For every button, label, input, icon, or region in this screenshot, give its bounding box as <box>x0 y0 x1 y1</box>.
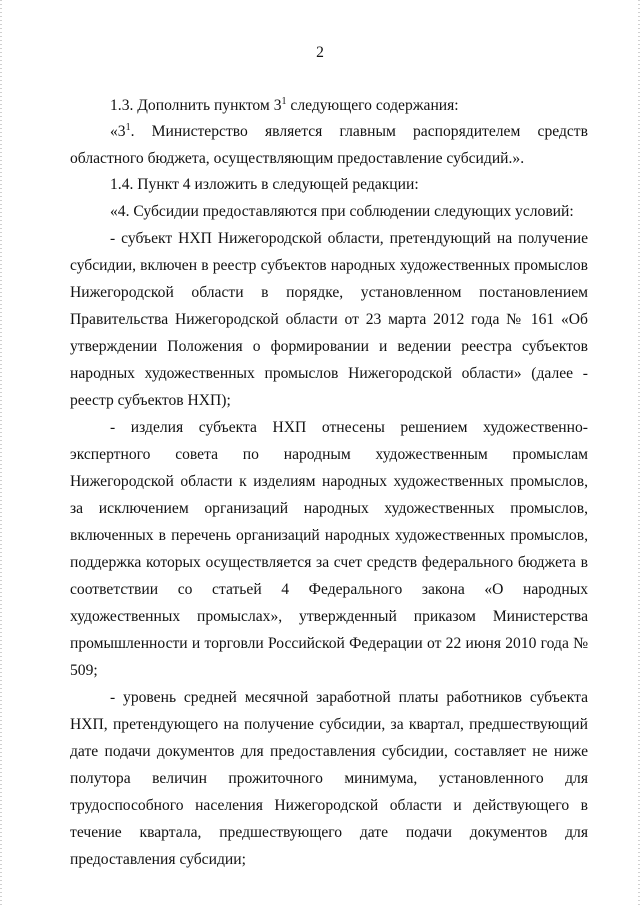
superscript-1: 1 <box>281 96 287 107</box>
condition-salary: - уровень средней месячной заработной платы работников субъекта НХП, претендующего на получение субсидии, за квартал, предшествующий дате подачи документов для предоставления субсидии, составляет не ниже полутора величин прожиточного минимума, установленного для трудоспособного населения Нижегородской области и действующего в течение квартала, предшествующего дате подачи документов для предоставления субсидии; <box>70 689 588 869</box>
paragraph-1-3 <box>70 93 588 119</box>
paragraph-item-3-1-after: . Министерство является главным распорядителем средств областного бюджета, осуществляющим предоставление субсидий.». <box>70 123 588 167</box>
condition-registry: - субъект НХП Нижегородской области, претендующий на получение субсидии, включен в реестр субъектов народных художественных промыслов Нижегородской области в порядке, установленном постановлением Правительства Нижегородской области от 23 марта 2012 года № 161 «Об утверждении Положения о формировании и ведении реестра субъектов народных художественных промыслов Нижегородской области» (далее - реестр субъектов НХП); <box>70 230 588 410</box>
paragraph-item-3-1 <box>70 119 588 172</box>
document-body <box>70 93 588 873</box>
condition-products: - изделия субъекта НХП отнесены решением художественно-экспертного совета по народным художественным промыслам Нижегородской области к изделиям народных художественных промыслов, за исключением организаций народных художественных промыслов, включенных в перечень организаций народных художественных промыслов, поддержка которых осуществляется за счет средств федерального бюджета в соответствии со статьей 4 Федерального закона «О народных художественных промыслах», утвержденный приказом Министерства промышленности и торговли Российской Федерации от 22 июня 2010 года № 509; <box>70 419 588 680</box>
page-number: 2 <box>316 44 324 61</box>
paragraph-1-3-before: 1.3. Дополнить пунктом 3 <box>110 97 282 114</box>
paragraph-1-4: 1.4. Пункт 4 изложить в следующей редакции: <box>110 176 419 194</box>
superscript-2: 1 <box>125 122 131 134</box>
paragraph-item-4: «4. Субсидии предоставляются при соблюдении следующих условий: <box>110 202 574 220</box>
paragraph-item-3-1-before: «3 <box>110 123 126 141</box>
scan-edge-left <box>0 0 2 905</box>
paragraph-1-3-after: следующего содержания: <box>286 97 459 114</box>
